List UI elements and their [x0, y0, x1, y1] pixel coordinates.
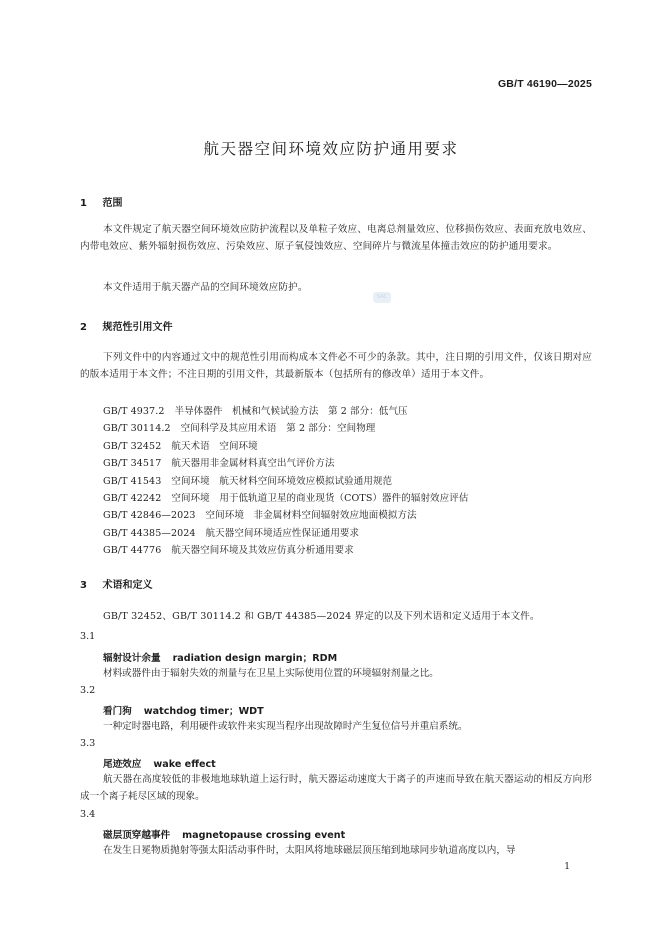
reference-item	[103, 420, 468, 437]
term-name-en: radiation design margin；RDM	[172, 653, 338, 664]
page-number: 1	[564, 862, 570, 872]
term-name-en: watchdog timer；WDT	[143, 706, 264, 717]
term-definition: 航天器在高度较低的非极地地球轨道上运行时，航天器运动速度大于离子的声速而导致在航天器运动的相反方向形成一个离子耗尽区域的现象。	[80, 774, 592, 803]
paragraph-text: 本文件规定了航天器空间环境效应防护流程以及单粒子效应、电离总剂量效应、位移损伤效应、表面充放电效应、内带电效应、紫外辐射损伤效应、污染效应、原子氧侵蚀效应、空间碎片与微流星体撞击效应的防护通用要求。	[80, 224, 592, 253]
reference-code: GB/T 41543	[103, 475, 162, 487]
term-number: 3.3	[80, 738, 96, 749]
standard-code: GB/T 46190—2025	[497, 78, 592, 90]
reference-item	[103, 507, 468, 524]
reference-code: GB/T 30114.2	[103, 423, 171, 435]
reference-list	[103, 403, 468, 560]
watermark-logo: SAC	[373, 292, 391, 303]
reference-title: 航天器用非金属材料真空出气评价方法	[171, 458, 335, 470]
reference-item	[103, 490, 468, 507]
term-name	[103, 650, 337, 664]
section-3-heading	[80, 576, 152, 591]
term-definition: 在发生日冕物质抛射等强太阳活动事件时，太阳风将地球磁层顶压缩到地球同步轨道高度以内，导	[103, 845, 516, 856]
term-definition: 一种定时器电路，利用硬件或软件来实现当程序出现故障时产生复位信号并重启系统。	[103, 721, 468, 732]
term-name	[103, 827, 345, 841]
references-intro	[80, 349, 592, 384]
paragraph-text: 下列文件中的内容通过文中的规范性引用而构成本文件必不可少的条款。其中，注日期的引用文件，仅该日期对应的版本适用于本文件；不注日期的引用文件，其最新版本（包括所有的修改单）适用于本文件。	[80, 352, 592, 381]
reference-item	[103, 473, 468, 490]
term-name-zh: 尾迹效应	[103, 759, 142, 770]
document-title: 航天器空间环境效应防护通用要求	[203, 140, 459, 158]
reference-code: GB/T 32452	[103, 440, 162, 452]
reference-item	[103, 455, 468, 472]
section-title: 术语和定义	[102, 580, 153, 591]
reference-title: 航天术语 空间环境	[171, 440, 258, 452]
scope-paragraph-1	[80, 221, 592, 256]
section-2-heading	[80, 318, 172, 333]
reference-item	[103, 525, 468, 542]
reference-title: 航天器空间环境及其效应仿真分析通用要求	[171, 545, 354, 557]
paragraph-text: GB/T 32452、GB/T 30114.2 和 GB/T 44385—2024 界定的以及下列术语和定义适用于本文件。	[103, 611, 540, 622]
reference-item	[103, 438, 468, 455]
reference-code: GB/T 42242	[103, 492, 162, 504]
term-name	[103, 756, 216, 770]
term-name-zh: 看门狗	[103, 706, 132, 717]
term-name-zh: 辐射设计余量	[103, 653, 161, 664]
terms-intro	[80, 608, 592, 625]
term-name	[103, 703, 264, 717]
reference-code: GB/T 42846—2023	[103, 510, 196, 522]
term-number: 3.2	[80, 685, 96, 696]
section-number: 3	[80, 580, 87, 591]
section-number: 1	[80, 198, 87, 209]
term-definition: 材料或器件由于辐射失效的剂量与在卫星上实际使用位置的环境辐射剂量之比。	[103, 668, 439, 679]
term-name-en: magnetopause crossing event	[182, 830, 346, 841]
reference-title: 空间环境 用于低轨道卫星的商业现货（COTS）器件的辐射效应评估	[171, 492, 469, 504]
reference-title: 半导体器件 机械和气候试验方法 第 2 部分：低气压	[174, 406, 408, 417]
term-name-en: wake effect	[153, 759, 216, 770]
reference-code: GB/T 44776	[103, 545, 162, 557]
reference-title: 航天器空间环境适应性保证通用要求	[205, 527, 360, 539]
reference-code: GB/T 34517	[103, 458, 162, 470]
term-number: 3.4	[80, 809, 96, 820]
reference-title: 空间环境 航天材料空间环境效应模拟试验通用规范	[171, 475, 393, 487]
section-1-heading	[80, 194, 122, 209]
reference-item	[103, 403, 468, 420]
reference-item	[103, 542, 468, 559]
section-number: 2	[80, 322, 87, 333]
reference-code: GB/T 4937.2	[103, 406, 165, 417]
reference-title: 空间环境 非金属材料空间辐射效应地面模拟方法	[205, 510, 417, 522]
scope-paragraph-2	[80, 279, 592, 296]
paragraph-text: 本文件适用于航天器产品的空间环境效应防护。	[103, 282, 308, 293]
reference-code: GB/T 44385—2024	[103, 527, 196, 539]
section-title: 范围	[102, 198, 123, 209]
term-name-zh: 磁层顶穿越事件	[103, 830, 171, 841]
section-title: 规范性引用文件	[102, 322, 173, 333]
term-number: 3.1	[80, 631, 96, 642]
reference-title: 空间科学及其应用术语 第 2 部分：空间物理	[180, 423, 376, 435]
